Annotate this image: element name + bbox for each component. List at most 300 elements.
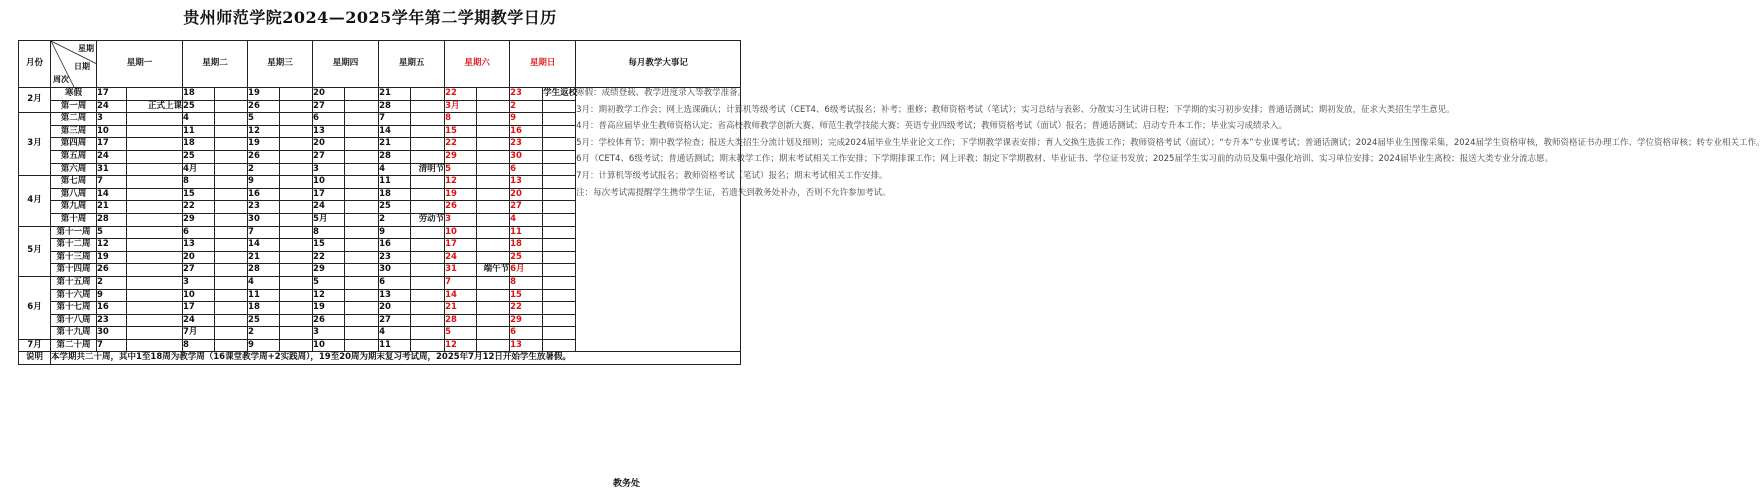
date-note bbox=[477, 314, 510, 327]
event-paragraph: 7月：计算机等级考试报名；教师资格考试（笔试）报名；期末考试相关工作安排。 bbox=[576, 170, 888, 181]
date-note bbox=[543, 327, 576, 340]
date-cell: 17 bbox=[313, 188, 345, 201]
date-note bbox=[280, 150, 313, 163]
date-note bbox=[411, 150, 445, 163]
date-cell: 15 bbox=[445, 125, 477, 138]
week-label: 第九周 bbox=[51, 201, 97, 214]
date-cell: 22 bbox=[445, 88, 477, 101]
date-cell: 9 bbox=[248, 339, 280, 352]
date-cell: 16 bbox=[510, 125, 543, 138]
date-cell: 16 bbox=[97, 302, 127, 315]
date-cell: 7月 bbox=[183, 327, 215, 340]
date-note bbox=[411, 327, 445, 340]
date-note bbox=[411, 276, 445, 289]
date-cell: 9 bbox=[510, 113, 543, 126]
date-note bbox=[411, 88, 445, 101]
date-note bbox=[127, 125, 183, 138]
date-note bbox=[543, 314, 576, 327]
month-label: 4月 bbox=[19, 176, 51, 226]
date-cell: 21 bbox=[379, 138, 411, 151]
date-note bbox=[280, 138, 313, 151]
date-note bbox=[477, 213, 510, 226]
date-cell: 28 bbox=[379, 100, 411, 113]
date-cell: 20 bbox=[313, 88, 345, 101]
date-note bbox=[477, 150, 510, 163]
date-cell: 11 bbox=[183, 125, 215, 138]
week-label: 第二周 bbox=[51, 113, 97, 126]
date-note bbox=[215, 100, 248, 113]
date-cell: 20 bbox=[510, 188, 543, 201]
date-note bbox=[280, 113, 313, 126]
date-note bbox=[215, 125, 248, 138]
date-note bbox=[127, 264, 183, 277]
week-label: 第十周 bbox=[51, 213, 97, 226]
date-cell: 12 bbox=[248, 125, 280, 138]
date-note bbox=[280, 88, 313, 101]
date-cell: 28 bbox=[379, 150, 411, 163]
date-note: 学生返校 bbox=[543, 88, 576, 101]
date-note bbox=[127, 327, 183, 340]
month-label: 5月 bbox=[19, 226, 51, 276]
date-note bbox=[280, 289, 313, 302]
event-paragraph: 6月（CET4、6级考试；普通话测试；期末教学工作；期末考试相关工作安排；下学期排课工作；网上评教；制定下学期教材、毕业证书、学位证书发放；2025届学生实习前的动员及集中强化培训、实习单位安排；2024届毕业生离校；报送大类专业分流志愿。 bbox=[576, 154, 1554, 165]
date-cell: 9 bbox=[379, 226, 411, 239]
date-note bbox=[411, 100, 445, 113]
date-note bbox=[345, 88, 379, 101]
week-label: 第十九周 bbox=[51, 327, 97, 340]
date-cell: 19 bbox=[445, 188, 477, 201]
date-note bbox=[127, 113, 183, 126]
date-cell: 2 bbox=[510, 100, 543, 113]
date-cell: 24 bbox=[97, 150, 127, 163]
date-cell: 5 bbox=[445, 327, 477, 340]
date-cell: 6 bbox=[183, 226, 215, 239]
date-cell: 23 bbox=[379, 251, 411, 264]
date-note bbox=[345, 113, 379, 126]
date-cell: 13 bbox=[183, 239, 215, 252]
date-cell: 11 bbox=[248, 289, 280, 302]
date-cell: 9 bbox=[97, 289, 127, 302]
date-note bbox=[543, 213, 576, 226]
explain-label: 说明 bbox=[19, 352, 51, 365]
date-note bbox=[280, 276, 313, 289]
month-header: 月份 bbox=[19, 41, 51, 88]
date-cell: 17 bbox=[183, 302, 215, 315]
date-cell: 5 bbox=[248, 113, 280, 126]
week-label: 第三周 bbox=[51, 125, 97, 138]
event-paragraph: 寒假：成绩登载、教学进度录入等教学准备。 bbox=[576, 88, 747, 98]
date-note bbox=[345, 264, 379, 277]
day-header-wed: 星期三 bbox=[248, 41, 313, 88]
week-label: 寒假 bbox=[51, 88, 97, 101]
date-note bbox=[280, 327, 313, 340]
date-cell: 25 bbox=[510, 251, 543, 264]
date-cell: 6 bbox=[379, 276, 411, 289]
date-cell: 21 bbox=[445, 302, 477, 315]
date-cell: 28 bbox=[248, 264, 280, 277]
date-cell: 24 bbox=[445, 251, 477, 264]
date-note: 清明节 bbox=[411, 163, 445, 176]
date-cell: 26 bbox=[248, 100, 280, 113]
day-header-sat: 星期六 bbox=[445, 41, 510, 88]
date-cell: 26 bbox=[445, 201, 477, 214]
calendar-row bbox=[19, 88, 741, 101]
date-note bbox=[477, 289, 510, 302]
date-cell: 14 bbox=[248, 239, 280, 252]
day-header-mon: 星期一 bbox=[97, 41, 183, 88]
week-label: 第十三周 bbox=[51, 251, 97, 264]
date-note bbox=[280, 163, 313, 176]
date-note bbox=[543, 100, 576, 113]
date-cell: 22 bbox=[510, 302, 543, 315]
date-note bbox=[543, 176, 576, 189]
date-note bbox=[477, 302, 510, 315]
date-note bbox=[477, 100, 510, 113]
date-cell: 18 bbox=[183, 88, 215, 101]
date-cell: 21 bbox=[248, 251, 280, 264]
date-note bbox=[345, 226, 379, 239]
date-cell: 23 bbox=[97, 314, 127, 327]
date-cell: 14 bbox=[97, 188, 127, 201]
date-note bbox=[345, 138, 379, 151]
date-cell: 8 bbox=[510, 276, 543, 289]
date-note bbox=[477, 339, 510, 352]
date-cell: 8 bbox=[313, 226, 345, 239]
date-note bbox=[345, 276, 379, 289]
date-cell: 8 bbox=[183, 339, 215, 352]
date-note bbox=[215, 138, 248, 151]
date-note bbox=[280, 176, 313, 189]
date-cell: 31 bbox=[445, 264, 477, 277]
week-label: 第十一周 bbox=[51, 226, 97, 239]
date-note bbox=[280, 251, 313, 264]
date-cell: 27 bbox=[313, 100, 345, 113]
date-note bbox=[345, 188, 379, 201]
date-note bbox=[411, 339, 445, 352]
date-note bbox=[127, 302, 183, 315]
date-note bbox=[127, 339, 183, 352]
date-cell: 11 bbox=[510, 226, 543, 239]
date-note bbox=[127, 239, 183, 252]
date-cell: 19 bbox=[97, 251, 127, 264]
day-header-fri: 星期五 bbox=[379, 41, 445, 88]
date-cell: 3 bbox=[313, 163, 345, 176]
date-note bbox=[215, 213, 248, 226]
date-note bbox=[477, 327, 510, 340]
date-note bbox=[280, 125, 313, 138]
date-note bbox=[543, 138, 576, 151]
date-note bbox=[215, 226, 248, 239]
date-cell: 30 bbox=[97, 327, 127, 340]
date-note bbox=[215, 150, 248, 163]
date-cell: 23 bbox=[248, 201, 280, 214]
date-cell: 30 bbox=[248, 213, 280, 226]
date-cell: 3 bbox=[445, 213, 477, 226]
date-note bbox=[127, 163, 183, 176]
date-cell: 14 bbox=[379, 125, 411, 138]
date-cell: 15 bbox=[313, 239, 345, 252]
date-cell: 23 bbox=[510, 138, 543, 151]
date-cell: 6 bbox=[510, 327, 543, 340]
date-cell: 16 bbox=[379, 239, 411, 252]
date-note bbox=[543, 276, 576, 289]
week-label: 第十八周 bbox=[51, 314, 97, 327]
date-cell: 3 bbox=[97, 113, 127, 126]
date-note: 劳动节 bbox=[411, 213, 445, 226]
week-label: 第二十周 bbox=[51, 339, 97, 352]
date-cell: 17 bbox=[97, 88, 127, 101]
date-note bbox=[215, 251, 248, 264]
date-cell: 20 bbox=[313, 138, 345, 151]
date-note bbox=[543, 150, 576, 163]
date-note bbox=[477, 201, 510, 214]
event-paragraph: 4月：普高应届毕业生教师资格认定；省高校教师教学创新大赛、师范生教学技能大赛；英语专业四级考试；教师资格考试（面试）报名；普通话测试；启动专升本工作；毕业实习成绩录入。 bbox=[576, 121, 1288, 132]
date-note bbox=[215, 176, 248, 189]
date-note bbox=[280, 302, 313, 315]
date-note bbox=[411, 289, 445, 302]
date-note bbox=[280, 100, 313, 113]
date-note bbox=[280, 264, 313, 277]
corner-weekday-label: 星期 bbox=[78, 44, 94, 53]
date-note bbox=[543, 113, 576, 126]
date-cell: 25 bbox=[248, 314, 280, 327]
date-cell: 15 bbox=[510, 289, 543, 302]
date-cell: 5 bbox=[445, 163, 477, 176]
date-cell: 13 bbox=[379, 289, 411, 302]
date-cell: 22 bbox=[313, 251, 345, 264]
date-cell: 13 bbox=[510, 176, 543, 189]
week-label: 第十六周 bbox=[51, 289, 97, 302]
date-note bbox=[477, 276, 510, 289]
date-cell: 2 bbox=[248, 327, 280, 340]
date-note bbox=[127, 150, 183, 163]
week-label: 第六周 bbox=[51, 163, 97, 176]
date-note bbox=[127, 226, 183, 239]
week-label: 第十四周 bbox=[51, 264, 97, 277]
date-cell: 4 bbox=[183, 113, 215, 126]
date-cell: 26 bbox=[97, 264, 127, 277]
date-cell: 18 bbox=[248, 302, 280, 315]
date-note bbox=[543, 264, 576, 277]
date-cell: 2 bbox=[97, 276, 127, 289]
week-label: 第十五周 bbox=[51, 276, 97, 289]
month-label: 6月 bbox=[19, 276, 51, 339]
date-note bbox=[127, 138, 183, 151]
corner-week-label: 周次 bbox=[53, 75, 69, 84]
date-cell: 7 bbox=[445, 276, 477, 289]
date-note bbox=[543, 251, 576, 264]
date-cell: 10 bbox=[183, 289, 215, 302]
date-note bbox=[345, 163, 379, 176]
event-paragraph: 5月：学校体育节；期中教学检查；报送大类招生分流计划及细则；完成2024届毕业生毕业论文工作；下学期教学课表安排；育人交换生选拔工作；教师资格考试（面试）；“专升本”专业课考试；普通话测试；2024届毕业生图像采集，2024届学生资格审核，教师资格证书办理工作、学位资格审核；转专业相关工作。 bbox=[576, 137, 1764, 148]
date-cell: 10 bbox=[313, 176, 345, 189]
date-cell: 22 bbox=[183, 201, 215, 214]
week-label: 第一周 bbox=[51, 100, 97, 113]
date-note bbox=[345, 239, 379, 252]
date-cell: 24 bbox=[97, 100, 127, 113]
events-header: 每月教学大事记 bbox=[576, 41, 741, 88]
month-label: 7月 bbox=[19, 339, 51, 352]
date-note bbox=[280, 213, 313, 226]
date-cell: 2 bbox=[379, 213, 411, 226]
date-note bbox=[477, 138, 510, 151]
date-cell: 18 bbox=[510, 239, 543, 252]
date-note bbox=[215, 88, 248, 101]
date-note bbox=[411, 314, 445, 327]
date-note bbox=[127, 251, 183, 264]
date-note bbox=[280, 339, 313, 352]
date-note bbox=[477, 251, 510, 264]
month-label: 3月 bbox=[19, 113, 51, 176]
date-note bbox=[345, 339, 379, 352]
date-cell: 25 bbox=[183, 150, 215, 163]
date-cell: 6 bbox=[313, 113, 345, 126]
date-cell: 8 bbox=[183, 176, 215, 189]
date-cell: 21 bbox=[379, 88, 411, 101]
date-cell: 20 bbox=[183, 251, 215, 264]
date-note bbox=[477, 163, 510, 176]
date-cell: 27 bbox=[379, 314, 411, 327]
date-cell: 4 bbox=[510, 213, 543, 226]
date-note bbox=[477, 188, 510, 201]
explain-text: 本学期共二十周，其中1至18周为教学周（16课堂教学周+2实践周），19至20周为期末复习考试周，2025年7月12日开始学生放暑假。 bbox=[51, 352, 741, 365]
date-cell: 21 bbox=[97, 201, 127, 214]
date-cell: 11 bbox=[379, 176, 411, 189]
date-note bbox=[477, 239, 510, 252]
date-note bbox=[345, 314, 379, 327]
date-cell: 29 bbox=[183, 213, 215, 226]
date-note bbox=[543, 201, 576, 214]
date-cell: 12 bbox=[445, 339, 477, 352]
date-note bbox=[345, 302, 379, 315]
date-note bbox=[215, 327, 248, 340]
date-note bbox=[215, 289, 248, 302]
date-note bbox=[345, 150, 379, 163]
date-cell: 18 bbox=[183, 138, 215, 151]
date-note bbox=[215, 314, 248, 327]
date-cell: 29 bbox=[313, 264, 345, 277]
date-note bbox=[215, 201, 248, 214]
date-note bbox=[543, 188, 576, 201]
date-note bbox=[215, 113, 248, 126]
date-note bbox=[215, 339, 248, 352]
date-note bbox=[345, 327, 379, 340]
event-paragraph: 3月：期初教学工作会；网上选课确认；计算机等级考试（CET4、6级考试报名；补考；重修；教师资格考试（笔试）；实习总结与表彰、分散实习生试讲日程；下学期的实习初步安排；普通话测试；期初发放，征求大类招生学生意见。 bbox=[576, 104, 1455, 115]
date-note bbox=[345, 201, 379, 214]
date-cell: 4月 bbox=[183, 163, 215, 176]
date-cell: 29 bbox=[445, 150, 477, 163]
date-note bbox=[477, 113, 510, 126]
date-note bbox=[411, 226, 445, 239]
date-cell: 13 bbox=[510, 339, 543, 352]
date-cell: 29 bbox=[510, 314, 543, 327]
date-cell: 22 bbox=[445, 138, 477, 151]
date-note bbox=[127, 314, 183, 327]
date-note bbox=[127, 213, 183, 226]
date-cell: 15 bbox=[183, 188, 215, 201]
date-note bbox=[477, 88, 510, 101]
date-note bbox=[127, 88, 183, 101]
date-note bbox=[477, 226, 510, 239]
date-cell: 4 bbox=[379, 327, 411, 340]
date-note bbox=[345, 213, 379, 226]
date-note bbox=[543, 339, 576, 352]
date-note bbox=[127, 289, 183, 302]
date-cell: 25 bbox=[183, 100, 215, 113]
page-title: 贵州师范学院2024—2025学年第二学期教学日历 bbox=[183, 8, 557, 27]
date-cell: 24 bbox=[313, 201, 345, 214]
date-note: 正式上课 bbox=[127, 100, 183, 113]
date-cell: 31 bbox=[97, 163, 127, 176]
date-cell: 4 bbox=[379, 163, 411, 176]
date-note bbox=[215, 163, 248, 176]
date-note bbox=[215, 239, 248, 252]
date-note bbox=[215, 302, 248, 315]
date-cell: 12 bbox=[445, 176, 477, 189]
date-note bbox=[477, 125, 510, 138]
date-cell: 28 bbox=[97, 213, 127, 226]
date-cell: 10 bbox=[313, 339, 345, 352]
date-note bbox=[477, 176, 510, 189]
date-cell: 27 bbox=[313, 150, 345, 163]
date-note bbox=[127, 201, 183, 214]
date-cell: 3 bbox=[313, 327, 345, 340]
date-cell: 10 bbox=[97, 125, 127, 138]
date-note bbox=[215, 264, 248, 277]
week-label: 第四周 bbox=[51, 138, 97, 151]
date-cell: 3月 bbox=[445, 100, 477, 113]
date-note bbox=[543, 125, 576, 138]
date-cell: 7 bbox=[97, 339, 127, 352]
date-cell: 25 bbox=[379, 201, 411, 214]
date-cell: 2 bbox=[248, 163, 280, 176]
date-cell: 26 bbox=[313, 314, 345, 327]
date-cell: 6月 bbox=[510, 264, 543, 277]
date-cell: 8 bbox=[445, 113, 477, 126]
date-note bbox=[127, 276, 183, 289]
date-note bbox=[280, 201, 313, 214]
date-note bbox=[345, 289, 379, 302]
explain-row bbox=[19, 352, 741, 365]
date-note bbox=[280, 239, 313, 252]
footer-office: 教务处 bbox=[613, 479, 641, 489]
date-note bbox=[411, 251, 445, 264]
date-cell: 23 bbox=[510, 88, 543, 101]
date-cell: 30 bbox=[379, 264, 411, 277]
date-note bbox=[345, 100, 379, 113]
day-header-thu: 星期四 bbox=[313, 41, 379, 88]
date-note bbox=[280, 314, 313, 327]
month-label: 2月 bbox=[19, 88, 51, 113]
date-note bbox=[543, 163, 576, 176]
date-cell: 10 bbox=[445, 226, 477, 239]
date-note bbox=[543, 289, 576, 302]
week-label: 第十七周 bbox=[51, 302, 97, 315]
date-cell: 5月 bbox=[313, 213, 345, 226]
date-cell: 4 bbox=[248, 276, 280, 289]
week-label: 第十二周 bbox=[51, 239, 97, 252]
date-cell: 27 bbox=[510, 201, 543, 214]
date-cell: 14 bbox=[445, 289, 477, 302]
date-cell: 7 bbox=[379, 113, 411, 126]
day-header-tue: 星期二 bbox=[183, 41, 248, 88]
week-label: 第八周 bbox=[51, 188, 97, 201]
week-label: 第七周 bbox=[51, 176, 97, 189]
date-note bbox=[411, 113, 445, 126]
day-header-sun: 星期日 bbox=[510, 41, 576, 88]
date-cell: 20 bbox=[379, 302, 411, 315]
date-note bbox=[411, 201, 445, 214]
